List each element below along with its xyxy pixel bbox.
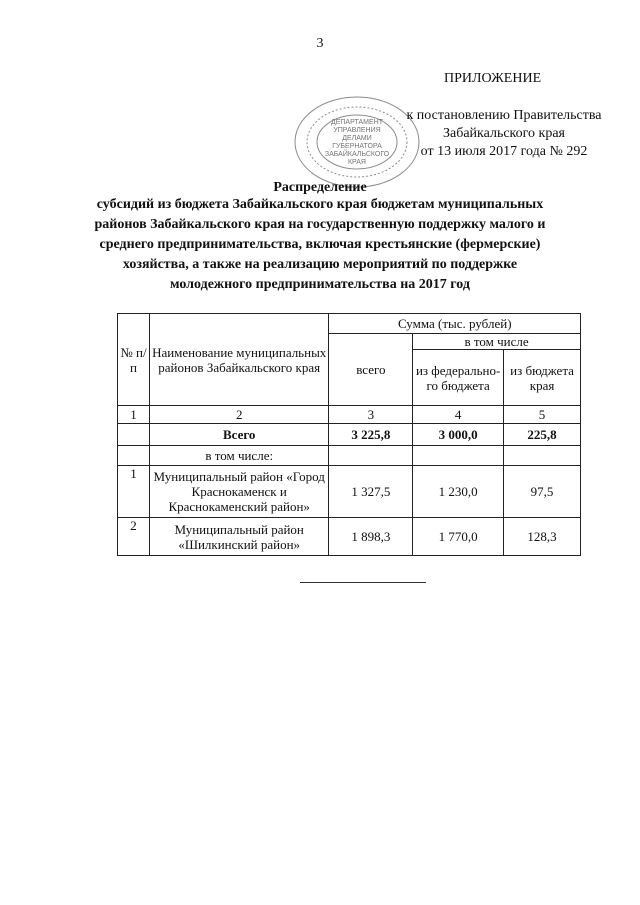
- seal-line-6: КРАЯ: [347, 159, 367, 166]
- row-total: 1 898,3: [329, 518, 413, 556]
- including-empty-cell: [504, 446, 581, 466]
- seal-line-3: ДЕЛАМИ: [342, 135, 372, 142]
- row-name: Муниципальный район «Шилкинский район»: [149, 518, 329, 556]
- row-num: 2: [118, 518, 150, 556]
- seal-line-4: ГУБЕРНАТОРА: [332, 143, 382, 150]
- including-empty-cell: [329, 446, 413, 466]
- seal-line-5: ЗАБАЙКАЛЬСКОГО: [324, 151, 390, 158]
- total-label: Всего: [149, 424, 329, 446]
- including-empty-cell: [413, 446, 504, 466]
- index-cell: 4: [413, 406, 504, 424]
- document-subtitle: [28, 195, 612, 295]
- row-regional: 97,5: [504, 466, 581, 518]
- row-name: Муниципальный район «Город Краснокаменск и Краснокаменский район»: [149, 466, 329, 518]
- row-total: 1 327,5: [329, 466, 413, 518]
- table-row: [118, 518, 581, 556]
- subtitle-line-1: субсидий из бюджета Забайкальского края бюджетам муниципальных: [96, 197, 544, 212]
- header-regional: из бюджета края: [504, 350, 581, 406]
- appendix-title: ПРИЛОЖЕНИЕ: [444, 71, 542, 86]
- header-total: всего: [329, 334, 413, 406]
- table-row: [118, 466, 581, 518]
- subtitle-line-4: хозяйства, а также на реализацию мероприятий по поддержке: [122, 257, 518, 272]
- end-separator-line: [300, 582, 426, 583]
- including-row: [118, 446, 581, 466]
- index-row: [118, 406, 581, 424]
- subtitle-line-5: молодежного предпринимательства на 2017 год: [170, 277, 470, 292]
- seal-line-1: ДЕПАРТАМЕНТ: [330, 119, 384, 126]
- header-name: Наименование муниципальных районов Забайкальского края: [149, 314, 329, 406]
- decree-line-1: к постановлению Правительства: [406, 108, 602, 123]
- including-label: в том числе:: [149, 446, 329, 466]
- row-federal: 1 770,0: [413, 518, 504, 556]
- seal-line-2: УПРАВЛЕНИЯ: [333, 127, 381, 134]
- index-cell: 3: [329, 406, 413, 424]
- index-cell: 1: [118, 406, 150, 424]
- decree-line-2: Забайкальского края: [442, 126, 565, 141]
- total-sum: 3 225,8: [329, 424, 413, 446]
- document-title: Распределение: [273, 180, 367, 195]
- header-including: в том числе: [413, 334, 581, 350]
- total-num-cell: [118, 424, 150, 446]
- decree-line-3: от 13 июля 2017 года № 292: [420, 144, 588, 159]
- decree-reference: [372, 107, 636, 161]
- header-num: № п/п: [118, 314, 150, 406]
- total-row: [118, 424, 581, 446]
- row-num: 1: [118, 466, 150, 518]
- subtitle-line-2: районов Забайкальского края на государственную поддержку малого и: [94, 217, 546, 232]
- subsidy-table: [117, 313, 581, 556]
- header-federal: из федерально-го бюджета: [413, 350, 504, 406]
- including-num-cell: [118, 446, 150, 466]
- index-cell: 2: [149, 406, 329, 424]
- header-sum: Сумма (тыс. рублей): [329, 314, 581, 334]
- subtitle-line-3: среднего предпринимательства, включая крестьянские (фермерские): [99, 237, 541, 252]
- row-federal: 1 230,0: [413, 466, 504, 518]
- total-regional: 225,8: [504, 424, 581, 446]
- total-federal: 3 000,0: [413, 424, 504, 446]
- row-regional: 128,3: [504, 518, 581, 556]
- index-cell: 5: [504, 406, 581, 424]
- page-number: 3: [316, 36, 324, 51]
